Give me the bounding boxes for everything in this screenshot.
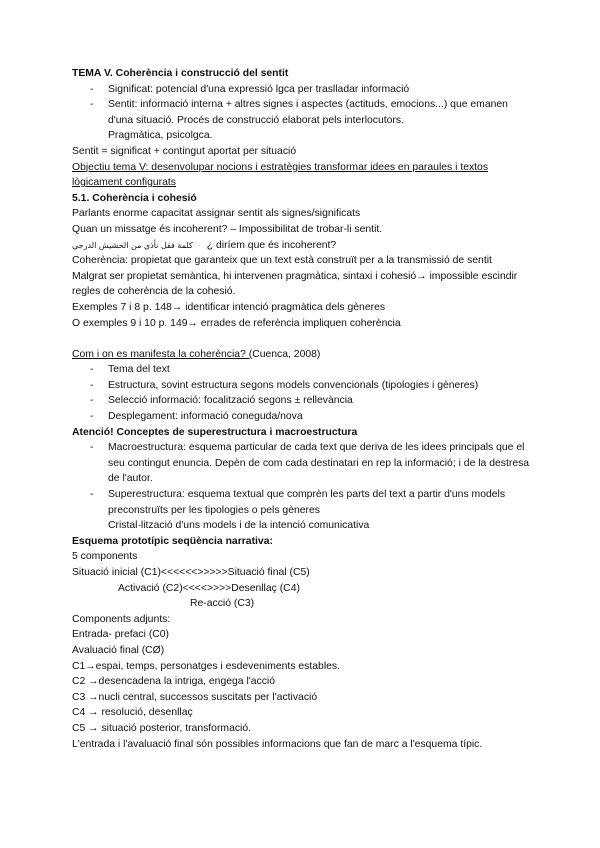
esquema-row-1: Situació inicial (C1)<<<<<<>>>>>Situació final (C5)	[72, 567, 310, 578]
bullet-sentit: - Sentit: informació interna + altres signes i aspectes (actituds, emocions...) que emanen d'una situació. Procés de construcció elaborat pels interlocutors.	[72, 97, 532, 128]
com-heading-link[interactable]: Com i on es manifesta la coherència? (	[72, 348, 253, 360]
arabic-example-line	[72, 238, 532, 254]
paragraph-line: Quan un missatge és incoherent? – Impossibilitat de trobar-li sentit.	[72, 223, 383, 235]
list-item: - Desplegament: informació coneguda/nova	[72, 409, 532, 425]
esquema-heading: Esquema prototípic seqüència narrativa:	[72, 535, 273, 547]
esquema-row-2: Activació (C2)<<<<>>>>Desenllaç (C4)	[118, 582, 300, 594]
list-item-macroestructura: - Macroestructura: esquema particular de cada text que deriva de les idees principals que el seu contingut enuncia. Depèn de com cada destinatari en rep la informació; i de la destresa de l'autor.	[72, 440, 532, 487]
atencio-heading: Atenció! Conceptes de superestructura i macroestructura	[72, 426, 358, 438]
document-page	[72, 66, 532, 752]
paragraph-line: Malgrat ser propietat semàntica, hi intervenen pragmàtica, sintaxi i cohesió→ impossible escindir regles de coherència de la cohesió.	[72, 270, 518, 298]
bullet-significat: - Significat: potencial d'una expressió lgca per traslladar informació	[72, 82, 532, 98]
component-item: C2 →desencadena la intriga, engega l'acció	[72, 676, 276, 688]
sentit-formula: Sentit = significat + contingut aportat per situació	[72, 145, 297, 157]
page-title: TEMA V. Coherència i construcció del sentit	[72, 68, 289, 79]
adjunt-item: Avaluació final (CØ)	[72, 644, 165, 656]
component-item: C1→espai, temps, personatges i esdeveniments estables.	[72, 660, 340, 672]
esquema-count: 5 components	[72, 551, 138, 563]
section-5-1-heading: 5.1. Coherència i cohesió	[72, 192, 197, 204]
paragraph-line: Parlants enorme capacitat assignar sentit als signes/significats	[72, 208, 361, 220]
arabic-question: ¿ diríem que és incoherent?	[206, 239, 337, 251]
arabic-example: كلمة فقل نأذي من الحشيش الدرجي	[72, 240, 193, 250]
closing-sentence: L'entrada i l'avaluació final són possibles informacions que fan de marc a l'esquema típic.	[72, 738, 483, 750]
list-item-superestructura: - Superestructura: esquema textual que comprèn les parts del text a partir d'uns models preconstruïts per les tipologies o pels gèneres	[72, 487, 532, 518]
paragraph-line: O exemples 9 i 10 p. 149→ errades de referència impliquen coherència	[72, 317, 401, 329]
adjunt-item: Entrada- prefaci (C0)	[72, 629, 170, 641]
component-item: C3 →nucli central, successos suscitats per l'activació	[72, 691, 318, 703]
com-heading-citation: Cuenca, 2008)	[252, 348, 321, 360]
superestructura-continuation: Cristal·lització d'uns models i de la intenció comunicativa	[108, 520, 370, 532]
spacer	[72, 331, 532, 347]
objectiu-link[interactable]: Objectiu tema V: desenvolupar nocions i estratègies transformar idees en paraules i textos lògicament configurats	[72, 161, 489, 189]
list-item: - Selecció informació: focalització segons ± rellevància	[72, 393, 532, 409]
com-heading	[72, 347, 532, 363]
paragraph-line: Exemples 7 i 8 p. 148→ identificar intenció pragmàtica dels gèneres	[72, 301, 386, 313]
coherencia-definition: Coherència: propietat que garanteix que un text està construït per a la transmissió de sentit	[72, 255, 492, 267]
bullet-sentit-continuation: Pragmàtica, psicolgca.	[108, 130, 213, 142]
component-item: C4 → resolució, desenllaç	[72, 707, 193, 719]
esquema-row-3: Re-acció (C3)	[190, 598, 255, 610]
adjunts-label: Components adjunts:	[72, 613, 171, 625]
list-item: - Estructura, sovint estructura segons models convencionals (tipologies i gèneres)	[72, 378, 532, 394]
list-item: - Tema del text	[72, 362, 532, 378]
component-item: C5 → situació posterior, transformació.	[72, 722, 252, 734]
